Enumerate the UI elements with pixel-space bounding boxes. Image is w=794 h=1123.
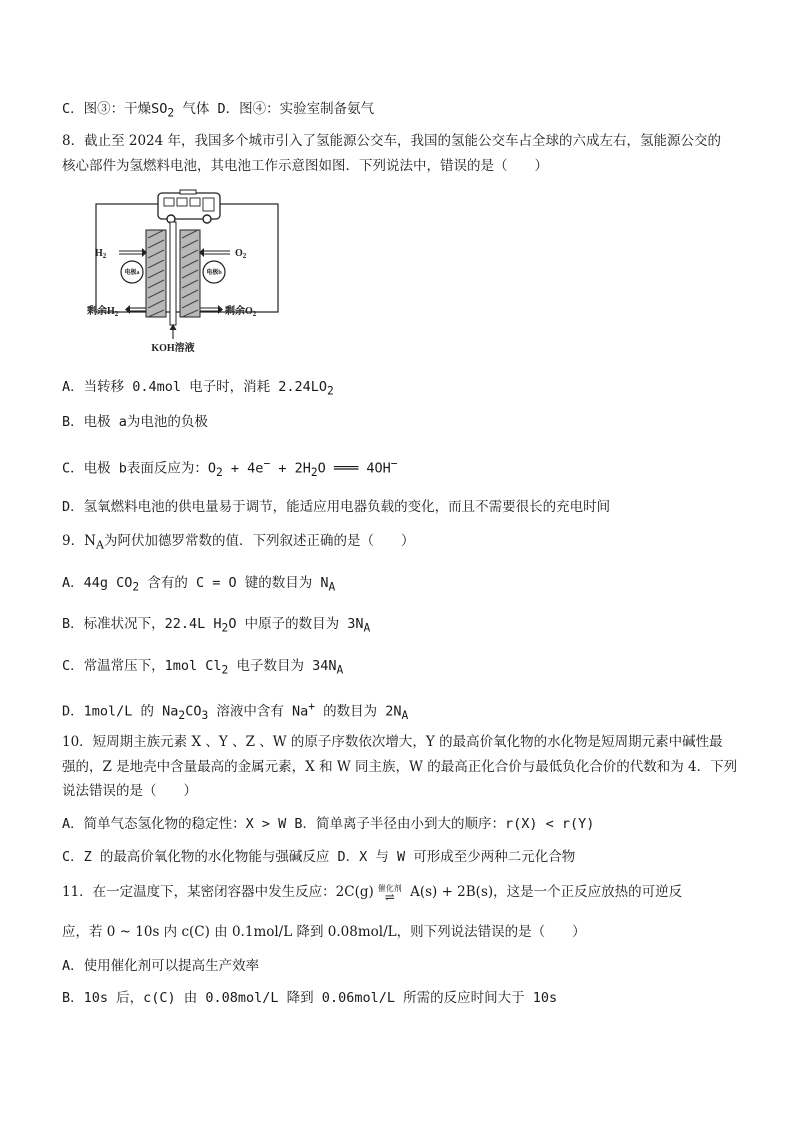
h2-inlet-label: $H_2$	[95, 248, 107, 260]
electrode-b-label: 电极b	[206, 270, 222, 276]
koh-label: KOH溶液	[151, 343, 195, 354]
q10-options-ab: A．简单气态氢化物的稳定性：X > W B．简单离子半径由小到大的顺序：r(X) < r(Y)	[62, 816, 595, 832]
q8-stem-line2: 核心部件为氢燃料电池，其电池工作示意图如图．下列说法中，错误的是（ ）	[62, 158, 548, 174]
koh-inlet-arrow	[170, 324, 177, 339]
h2-outlet-label: 剩余$H_2$	[87, 306, 119, 318]
q10-stem-line3: 说法错误的是（ ）	[62, 783, 197, 799]
q11-option-b: B．10s 后，c(C) 由 0.08mol/L 降到 0.06mol/L 所需的反应时间大于 10s	[62, 990, 558, 1006]
q9-stem: 9．$N_A$为阿伏加德罗常数的值．下列叙述正确的是（ ）	[62, 533, 415, 552]
q10-options-cd: C．Z 的最高价氧化物的水化物能与强碱反应 D．X 与 W 可形成至少两种二元化合物	[62, 849, 576, 865]
q7-option-c: C．图③：干燥$SO_2$ 气体 D．图④：实验室制备氨气	[62, 101, 375, 120]
q9-option-d: D．1mol/L 的 $Na_2CO_3$ 溶液中含有 Na+ 的数目为 $2N_A$	[62, 700, 409, 723]
q11-stem-line2: 应，若 0 ~ 10s 内 c(C) 由 0.1mol/L 降到 0.08mol/L，则下列说法错误的是（ ）	[62, 924, 586, 940]
o2-outlet-label: 剩余$O_2$	[225, 306, 257, 318]
reversible-arrow: 催化剂 ⇌	[377, 883, 402, 904]
q11-option-a: A．使用催化剂可以提高生产效率	[62, 958, 260, 974]
q8-option-c: C．电极 b表面反应为：$O_2 + 4e^- + 2H_2O$ ═══ 4OH−	[62, 457, 398, 480]
o2-inlet-arrow	[199, 248, 230, 257]
q10-stem-line1: 10．短周期主族元素 X 、Y 、Z 、W 的原子序数依次增大，Y 的最高价氧化物的水化物是短周期元素中碱性最	[62, 734, 723, 750]
fuel-cell-diagram	[87, 193, 290, 355]
q8-option-b: B．电极 a为电池的负极	[62, 414, 208, 430]
q9-option-b: B．标准状况下，22.4L $H_2O$ 中原子的数目为 $3N_A$	[62, 616, 371, 635]
h2-inlet-arrow	[119, 248, 147, 257]
q9-option-c: C．常温常压下，1mol $Cl_2$ 电子数目为 $34N_A$	[62, 658, 344, 677]
q11-stem-line1: 11．在一定温度下，某密闭容器中发生反应：2C(g) 催化剂 ⇌ A(s) + 2B(s)，这是一个正反应放热的可逆反	[62, 883, 683, 904]
q9-option-a: A．44g $CO_2$ 含有的 C = O 键的数目为 $N_A$	[62, 575, 336, 594]
o2-outlet-arrow	[200, 305, 223, 314]
q8-stem-line1: 8．截止至 2024 年，我国多个城市引入了氢能源公交车，我国的氢能公交车占全球的六成左右，氢能源公交的	[62, 133, 722, 149]
bus-icon	[158, 190, 220, 223]
electrode-a-label: 电极a	[124, 270, 140, 276]
o2-inlet-label: $O_2$	[235, 248, 247, 260]
q10-stem-line2: 强的，Z 是地壳中含量最高的金属元素，X 和 W 同主族，W 的最高正化合价与最低负化合价的代数和为 4．下列	[62, 759, 738, 775]
membrane	[170, 222, 176, 325]
h2-outlet-arrow	[125, 305, 146, 314]
q8-option-a: A．当转移 0.4mol 电子时，消耗 $2.24LO_2$	[62, 379, 334, 398]
q8-option-d: D．氢氧燃料电池的供电量易于调节，能适应用电器负载的变化，而且不需要很长的充电时间	[62, 499, 611, 515]
